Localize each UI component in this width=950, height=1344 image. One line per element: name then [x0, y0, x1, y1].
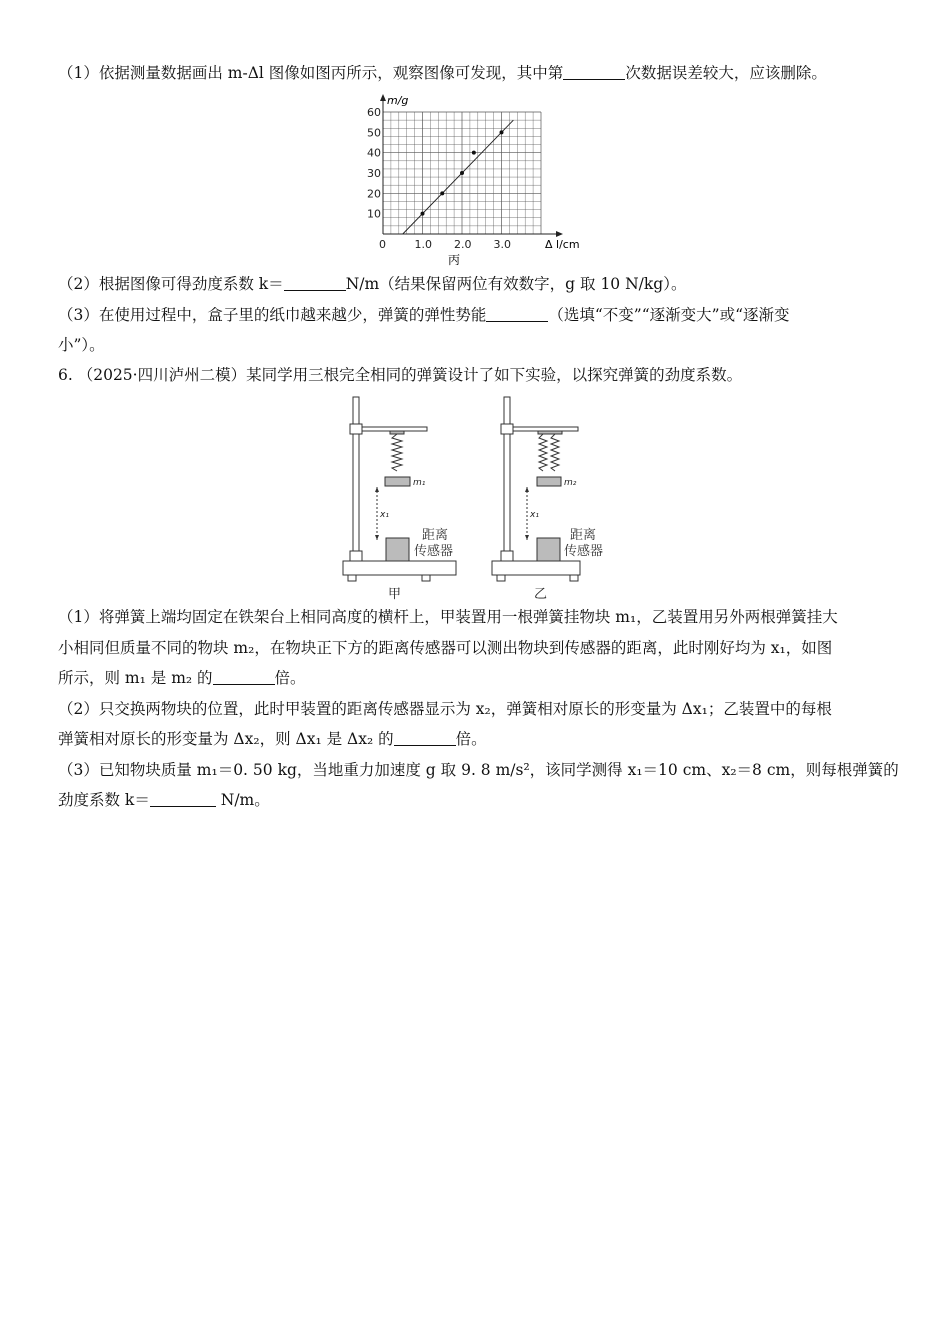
chart-caption: 丙	[448, 253, 461, 267]
q5-part2	[58, 273, 686, 295]
x-tick-label: 2.0	[454, 238, 472, 251]
answer-blank[interactable]	[150, 790, 216, 807]
caption-yi: 乙	[534, 587, 548, 602]
q5-part2-text-a: （2）根据图像可得劲度系数 k＝	[58, 275, 284, 293]
distance-sensor	[386, 538, 409, 561]
q5-part1-text: （1）依据测量数据画出 m-Δl 图像如图丙所示，观察图像可发现，其中第	[58, 64, 564, 82]
mass-label-m1: m₁	[413, 478, 426, 488]
q6-part3-l2a: 劲度系数 k＝	[58, 791, 150, 809]
answer-blank[interactable]	[213, 668, 275, 685]
y-tick-label: 20	[367, 187, 381, 201]
q6-part3-l1: （3）已知物块质量 m₁＝0. 50 kg，当地重力加速度 g 取 9. 8 m/s²，该同学测得 x₁＝10 cm、x₂＝8 cm，则每根弹簧的	[58, 761, 899, 779]
block-m2	[537, 477, 561, 486]
q6-part2-l2b: 倍。	[455, 730, 487, 748]
m-dl-chart	[355, 92, 595, 267]
x-tick-label: 1.0	[414, 238, 432, 251]
mass-label-m2: m₂	[564, 478, 577, 488]
data-point	[472, 151, 476, 155]
q6-part1-l1: （1）将弹簧上端均固定在铁架台上相同高度的横杆上，甲装置用一根弹簧挂物块 m₁，乙装置用另外两根弹簧挂大	[58, 608, 838, 626]
x-tick-label: 0	[379, 238, 386, 251]
chart-axes	[380, 94, 563, 237]
q5-part3-text-b: （选填“不变”“逐渐变大”或“逐渐变	[548, 306, 790, 324]
q5-part1	[58, 62, 827, 84]
q5-part3	[58, 304, 790, 326]
y-tick-label: 30	[367, 167, 381, 180]
y-tick-label: 50	[367, 126, 381, 140]
y-tick-label: 60	[367, 106, 381, 119]
data-point	[421, 212, 425, 216]
dist-label-x1-b: x₁	[530, 510, 539, 520]
q6-part2-l1: （2）只交换两物块的位置，此时甲装置的距离传感器显示为 x₂，弹簧相对原长的形变量为 Δx₁；乙装置中的每根	[58, 700, 832, 718]
q6-part2-l2	[58, 728, 487, 750]
q5-part3-text-a: （3）在使用过程中，盒子里的纸巾越来越少，弹簧的弹性势能	[58, 306, 487, 324]
q6-header: 6. （2025·四川泸州二模）某同学用三根完全相同的弹簧设计了如下实验，以探究弹簧的劲度系数。	[58, 366, 743, 384]
data-point	[460, 171, 464, 175]
q5-part2-text-b: N/m（结果保留两位有效数字，g 取 10 N/kg）。	[345, 275, 687, 293]
q6-part3-l2	[58, 789, 270, 811]
y-tick-label: 10	[367, 207, 381, 221]
sensor-label-1: 距离	[422, 528, 449, 543]
data-point	[440, 191, 444, 195]
answer-blank[interactable]	[284, 274, 346, 291]
x-axis-label: Δ l/cm	[545, 238, 580, 251]
q6-part1-l3a: 所示，则 m₁ 是 m₂ 的	[58, 669, 213, 687]
spring-left	[539, 434, 547, 471]
dist-label-x1: x₁	[380, 510, 389, 520]
sensor-label-2: 传感器	[414, 544, 454, 559]
sensor-label-1b: 距离	[570, 528, 597, 543]
distance-sensor-b	[537, 538, 560, 561]
x-axis-arrow	[556, 231, 563, 237]
answer-blank[interactable]	[394, 729, 456, 746]
block-m1	[385, 477, 410, 486]
spring-right	[551, 434, 559, 471]
y-axis-arrow	[380, 94, 386, 101]
q5-part3-cont: 小”）。	[58, 336, 105, 354]
q6-part2-l2a: 弹簧相对原长的形变量为 Δx₂，则 Δx₁ 是 Δx₂ 的	[58, 730, 394, 748]
q6-part1-l3b: 倍。	[274, 669, 306, 687]
q6-part1-l3	[58, 667, 306, 689]
x-tick-label: 3.0	[493, 238, 511, 251]
y-axis-label: m/g	[387, 94, 409, 107]
apparatus-jia	[343, 397, 456, 602]
answer-blank[interactable]	[486, 305, 548, 322]
spring-apparatus-figure	[340, 393, 620, 603]
q6-part1-l2: 小相同但质量不同的物块 m₂，在物块正下方的距离传感器可以测出物块到传感器的距离，此时刚好均为 x₁，如图	[58, 639, 833, 657]
chart-ticks	[367, 106, 511, 251]
y-tick-label: 40	[367, 146, 381, 160]
q6-part3-l2b: N/m。	[215, 791, 270, 809]
data-point	[500, 130, 504, 134]
q5-part1-tail: 次数据误差较大，应该删除。	[625, 64, 827, 82]
apparatus-yi	[492, 397, 603, 602]
spring	[392, 434, 402, 471]
answer-blank[interactable]	[563, 63, 625, 80]
caption-jia: 甲	[388, 587, 402, 602]
sensor-label-2b: 传感器	[564, 544, 604, 559]
